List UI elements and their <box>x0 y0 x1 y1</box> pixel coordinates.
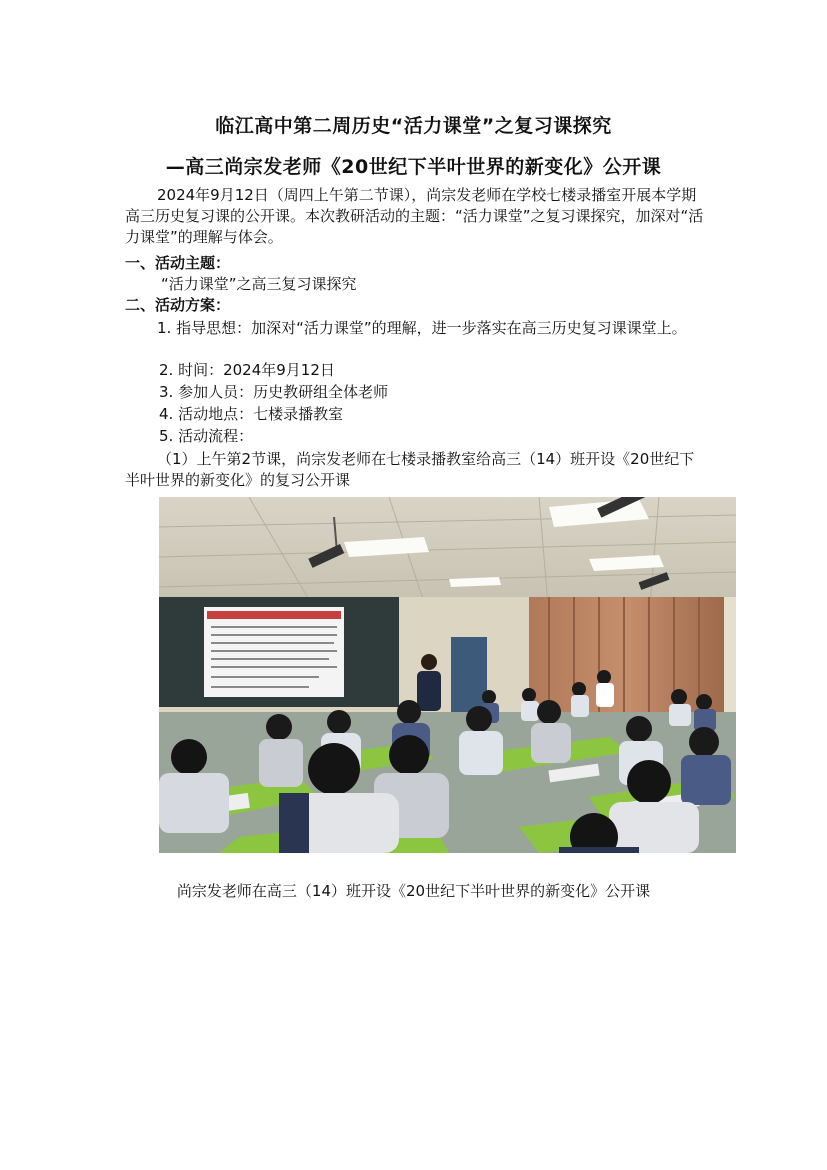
plan-item-4: 4. 活动地点：七楼录播教室 <box>159 405 344 423</box>
section1-heading: 一、活动主题： <box>125 254 231 272</box>
section1-content: “活力课堂”之高三复习课探究 <box>161 275 357 293</box>
plan-item-5: 5. 活动流程： <box>159 427 254 445</box>
document-subtitle: —高三尚宗发老师《20世纪下半叶世界的新变化》公开课 <box>165 156 662 178</box>
plan-item-3: 3. 参加人员：历史教研组全体老师 <box>159 383 389 401</box>
plan-item-1: 1. 指导思想：加深对“活力课堂”的理解，进一步落实在高三历史复习课课堂上。 <box>157 319 687 337</box>
flow-step-1: （1）上午第2节课，尚宗发老师在七楼录播教室给高三（14）班开设《20世纪下半叶世界的新变化》的复习公开课 <box>125 450 695 489</box>
photo-caption: 尚宗发老师在高三（14）班开设《20世纪下半叶世界的新变化》公开课 <box>176 882 651 900</box>
classroom-photo <box>159 497 736 853</box>
plan-item-2: 2. 时间：2024年9月12日 <box>159 361 335 379</box>
document-title: 临江高中第二周历史“活力课堂”之复习课探究 <box>215 115 612 137</box>
section2-heading: 二、活动方案： <box>125 296 231 314</box>
intro-paragraph: 2024年9月12日（周四上午第二节课），尚宗发老师在学校七楼录播室开展本学期高三历史复习课的公开课。本次教研活动的主题：“活力课堂”之复习课探究，加深对“活力课堂”的理解与体会。 <box>125 186 704 246</box>
